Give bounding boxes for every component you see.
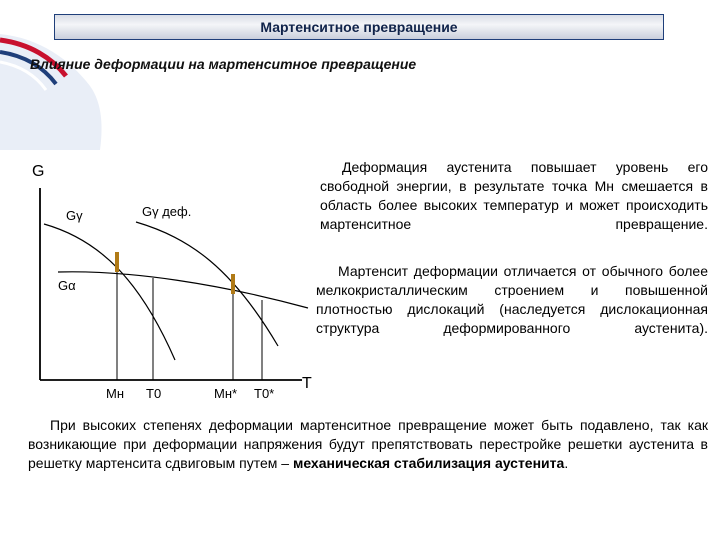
tick-label-mn-star: Мн* bbox=[214, 386, 238, 401]
label-g-gamma-def: Gγ деф. bbox=[142, 204, 192, 219]
paragraph-2-text: Мартенсит деформации отличается от обычного более мелкокристаллическим строением и повышенной плотностью дислокаций (наследуется дислокационная структура деформированного аустенита). bbox=[316, 263, 708, 336]
tick-label-t0-star: T0* bbox=[254, 386, 275, 401]
label-g-gamma: Gγ bbox=[66, 208, 83, 223]
curve-g-gamma-def bbox=[136, 222, 278, 346]
paragraph-3-end: . bbox=[564, 455, 569, 471]
energy-bar-mn bbox=[115, 252, 119, 272]
tick-label-t0: T0 bbox=[146, 386, 162, 401]
gibbs-energy-diagram bbox=[0, 150, 320, 410]
section-subtitle: Влияние деформации на мартенситное превращение bbox=[30, 56, 417, 72]
page-title bbox=[54, 14, 664, 40]
paragraph-3-text: При высоких степенях деформации мартенситное превращение может быть подавлено, так как возникающие при деформации напряжения будут препятствовать перестройке решетки аустенита в решетку мартенсита сдвиговым путем – bbox=[28, 417, 708, 471]
paragraph-deformation-energy bbox=[320, 158, 708, 234]
energy-bar-mn-star bbox=[231, 274, 235, 294]
paragraph-1-text: Деформация аустенита повышает уровень его свободной энергии, в результате точка Мн смешается в область более высоких температур и может происходить мартенситное превращение. bbox=[320, 159, 708, 232]
paragraph-mechanical-stabilization bbox=[28, 416, 708, 473]
page-title-text: Мартенситное превращение bbox=[260, 19, 458, 35]
tick-label-mn: Мн bbox=[106, 386, 125, 401]
paragraph-3-bold-term: механическая стабилизация аустенита bbox=[292, 455, 565, 471]
curve-g-alpha bbox=[58, 272, 308, 308]
y-axis-label: G bbox=[32, 163, 45, 180]
x-axis-label: T bbox=[302, 375, 312, 392]
paragraph-deformation-martensite bbox=[316, 262, 708, 338]
label-g-alpha: Gα bbox=[58, 278, 76, 293]
